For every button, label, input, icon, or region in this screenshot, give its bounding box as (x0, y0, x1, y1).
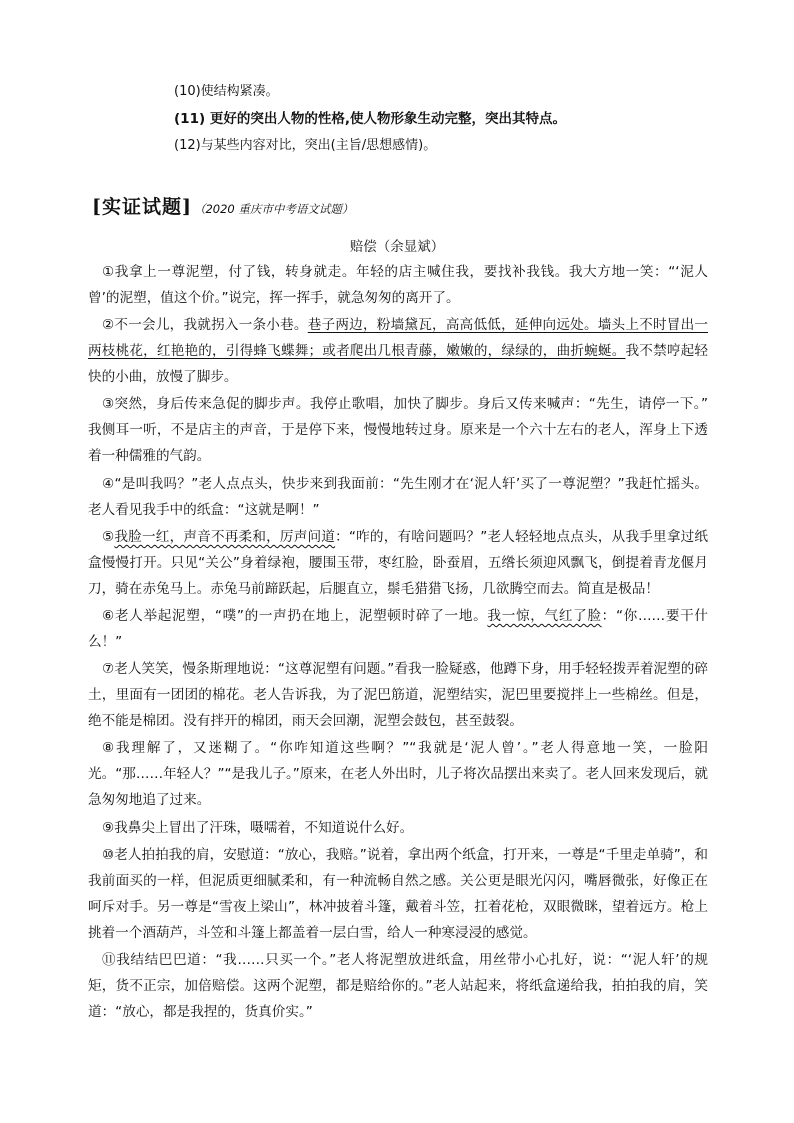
paragraph-2-end: 我不禁哼起轻快的小曲，放慢了脚步。 (88, 343, 709, 386)
story-title: 赔偿（余显斌） (349, 239, 445, 255)
paragraph-5-rest: ：“咋的，有啥问题吗？”老人轻轻地点点头，从我手里拿过纸盒慢慢打开。只见“关公”身着绿袍，腰围玉带，枣红脸，卧蚕眉，五绺长须迎风飘飞，倒提着青龙偃月刀，骑在赤兔马上。赤兔马前蹄跃起，后腿直立，鬃毛猎猎飞扬，几欲腾空而去。简直是极品！ (88, 528, 709, 597)
paragraph-2 (88, 312, 708, 390)
story-body (88, 259, 708, 1026)
paragraph-3: ③突然，身后传来急促的脚步声。我停止歌唱，加快了脚步。身后又传来喊声：“先生，请停一下。” 我侧耳一听，不是店主的声音，于是停下来，慢慢地转过身。原来是一个六十左右的老人，浑身上下透着一种儒雅的气韵。 (88, 396, 708, 465)
section-heading (92, 192, 353, 219)
list-item-10: (10)使结构紧凑。 (174, 84, 279, 99)
list-item-11: (11) 更好的突出人物的性格,使人物形象生动完整，突出其特点。 (174, 111, 566, 127)
wavy-underlined-reaction-2: 我一惊，气红了脸 (487, 607, 602, 624)
paragraph-2-start: ②不一会儿，我就拐入一条小巷。 (102, 317, 308, 334)
paragraph-6-start: ⑥老人举起泥塑，“噗”的一声扔在地上，泥塑顿时碎了一地。 (102, 607, 488, 624)
paragraph-1: ①我拿上一尊泥塑，付了钱，转身就走。年轻的店主喊住我，要找补我钱。我大方地一笑：“‘泥人曾’的泥塑，值这个价。”说完，挥一挥手，就急匆匆的离开了。 (88, 264, 708, 306)
paragraph-9: ⑨我鼻尖上冒出了汗珠，嗫嚅着，不知道说什么好。 (102, 819, 414, 836)
wavy-underlined-reaction-1: 我脸一红，声音不再柔和，厉声问道 (114, 528, 336, 545)
paragraph-5 (88, 524, 708, 602)
paragraph-11: ⑪我结结巴巴道：“我……只买一个。”老人将泥塑放进纸盒，用丝带小心扎好，说：“‘泥人轩’的规矩，货不正宗，加倍赔偿。这两个泥塑，都是赔给你的。”老人站起来，将纸盒递给我，拍拍我的肩，笑道：“放心，都是我捏的，货真价实。” (88, 951, 708, 1020)
paragraph-10: ⑩老人拍拍我的肩，安慰道：“放心，我赔。”说着，拿出两个纸盒，打开来，一尊是“千里走单骑”，和我前面买的一样，但泥质更细腻柔和，有一种流畅自然之感。关公更是眼光闪闪，嘴唇微张，好像正在呵斥对手。另一尊是“雪夜上梁山”，林冲披着斗篷，戴着斗笠，扛着花枪，双眼微眯，望着远方。枪上挑着一个酒葫芦，斗笠和斗篷上都盖着一层白雪，给人一种寒浸浸的感觉。 (88, 846, 708, 941)
paragraph-6-end: ：“你……要干什么！” (88, 607, 709, 650)
paragraph-7: ⑦老人笑笑，慢条斯理地说：“这尊泥塑有问题。”看我一脸疑惑，他蹲下身，用手轻轻拨弄着泥塑的碎土，里面有一团团的棉花。老人告诉我，为了泥巴筋道，泥塑结实，泥巴里要搅拌上一些棉丝。但是，绝不能是棉团。没有拌开的棉团，雨天会回潮，泥塑会鼓包，甚至鼓裂。 (88, 661, 708, 730)
paragraph-4: ④“是叫我吗？”老人点点头，快步来到我面前：“先生刚才在‘泥人轩’买了一尊泥塑？”我赶忙摇头。老人看见我手中的纸盒：“这就是啊！” (88, 475, 708, 518)
paragraph-8: ⑧我理解了，又迷糊了。“你咋知道这些啊？”“我就是‘泥人曾’。”老人得意地一笑，一脸阳光。“那……年轻人？”“是我儿子。”原来，在老人外出时，儿子将次品摆出来卖了。老人回来发现后，就急匆匆地追了过来。 (88, 740, 708, 809)
underlined-scenery-description: 巷子两边，粉墙黛瓦，高高低低，延伸向远处。墙头上不时冒出一两枝桃花，红艳艳的，引得蜂飞蝶舞；或者爬出几根青藤，嫩嫩的，绿绿的，曲折蜿蜒。 (88, 317, 709, 360)
paragraph-6 (88, 603, 708, 655)
section-source: （2020 重庆市中考语文试题） (193, 202, 354, 216)
list-item-12: (12)与某些内容对比，突出(主旨/思想感情)。 (174, 138, 437, 153)
paragraph-5-number: ⑤ (102, 528, 115, 545)
section-heading-label: [实证试题] (92, 196, 192, 218)
